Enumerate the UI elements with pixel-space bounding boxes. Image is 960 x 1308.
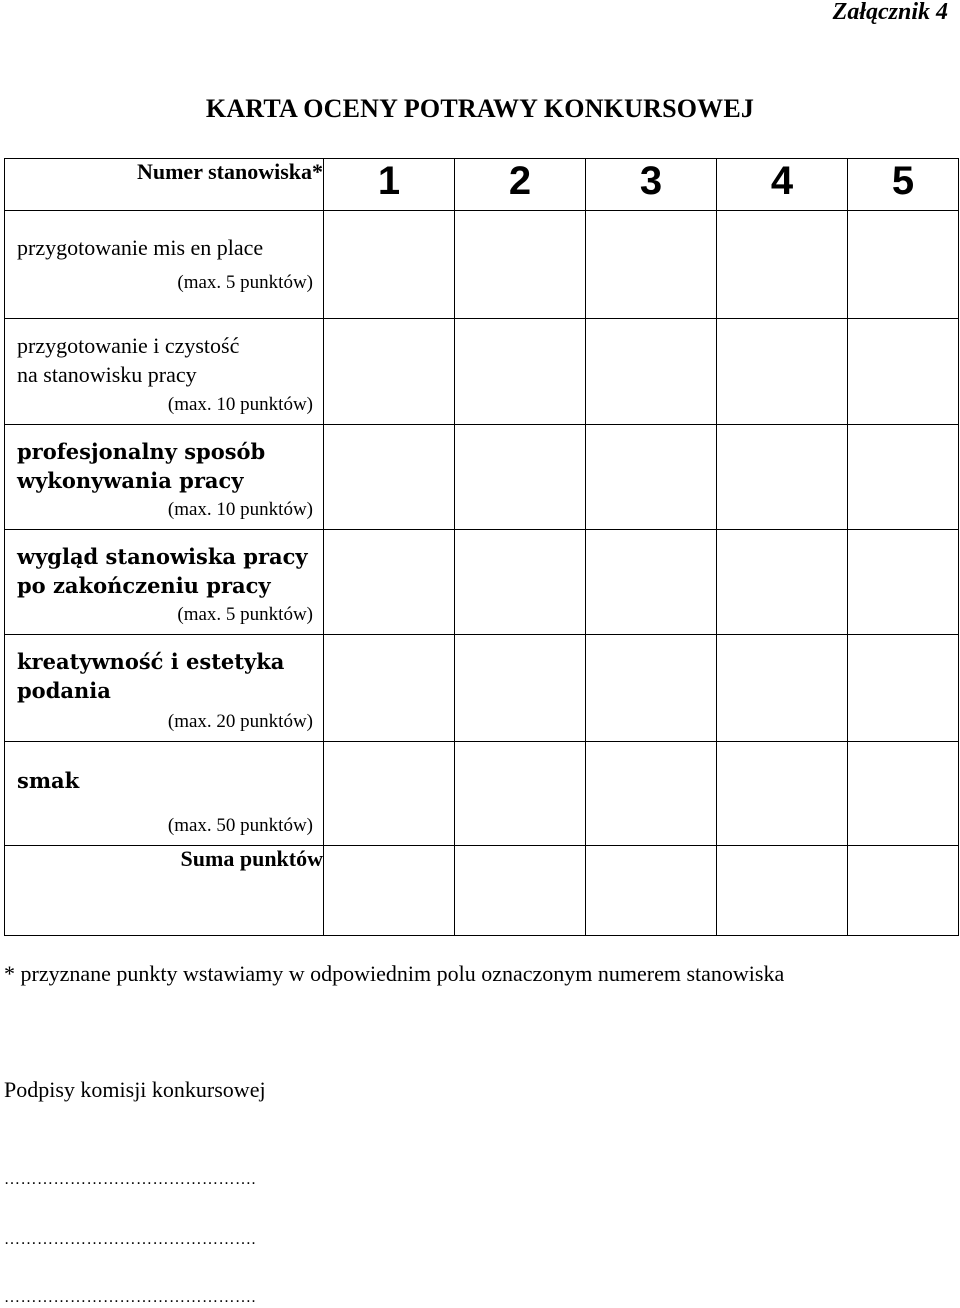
sum-label: Suma punktów bbox=[5, 846, 324, 936]
score-cell[interactable] bbox=[848, 425, 959, 530]
station-number-1: 1 bbox=[324, 159, 455, 211]
signature-line[interactable]: ………………………………………. bbox=[4, 1289, 256, 1306]
criterion-cell bbox=[5, 635, 324, 742]
score-cell[interactable] bbox=[324, 530, 455, 635]
station-number-5: 5 bbox=[848, 159, 959, 211]
criterion-title: smak bbox=[17, 768, 80, 793]
score-cell[interactable] bbox=[455, 742, 586, 846]
criterion-cell bbox=[5, 530, 324, 635]
criterion-row bbox=[5, 425, 959, 530]
sum-cell[interactable] bbox=[848, 846, 959, 936]
criterion-cell bbox=[5, 211, 324, 319]
criterion-title: profesjonalny sposób bbox=[17, 439, 266, 464]
signature-line[interactable]: ………………………………………. bbox=[4, 1171, 256, 1188]
footnote: * przyznane punkty wstawiamy w odpowiednim polu oznaczonym numerem stanowiska bbox=[4, 961, 785, 986]
score-cell[interactable] bbox=[717, 742, 848, 846]
criterion-max-points: (max. 5 punktów) bbox=[177, 604, 313, 625]
sum-cell[interactable] bbox=[586, 846, 717, 936]
criterion-max-points: (max. 10 punktów) bbox=[167, 499, 313, 520]
criterion-row bbox=[5, 742, 959, 846]
station-number-label: Numer stanowiska* bbox=[5, 159, 324, 211]
score-cell[interactable] bbox=[586, 635, 717, 742]
score-cell[interactable] bbox=[586, 319, 717, 425]
score-cell[interactable] bbox=[848, 319, 959, 425]
criterion-max-points: (max. 20 punktów) bbox=[167, 711, 313, 732]
station-number-3: 3 bbox=[586, 159, 717, 211]
score-cell[interactable] bbox=[848, 742, 959, 846]
criterion-row bbox=[5, 530, 959, 635]
criterion-cell bbox=[5, 319, 324, 425]
score-cell[interactable] bbox=[455, 211, 586, 319]
score-cell[interactable] bbox=[324, 319, 455, 425]
score-cell[interactable] bbox=[324, 635, 455, 742]
score-cell[interactable] bbox=[586, 211, 717, 319]
score-cell[interactable] bbox=[717, 425, 848, 530]
criterion-title: przygotowanie i czystość bbox=[17, 333, 240, 358]
criterion-title-line2: na stanowisku pracy bbox=[17, 362, 197, 387]
score-cell[interactable] bbox=[717, 530, 848, 635]
score-cell[interactable] bbox=[586, 530, 717, 635]
sum-row bbox=[5, 846, 959, 936]
page-title: KARTA OCENY POTRAWY KONKURSOWEJ bbox=[205, 94, 755, 123]
score-cell[interactable] bbox=[848, 635, 959, 742]
criterion-title-line2: wykonywania pracy bbox=[17, 468, 244, 493]
score-cell[interactable] bbox=[455, 635, 586, 742]
score-cell[interactable] bbox=[848, 211, 959, 319]
criterion-title: wygląd stanowiska pracy bbox=[17, 544, 308, 569]
score-cell[interactable] bbox=[848, 530, 959, 635]
score-cell[interactable] bbox=[717, 635, 848, 742]
score-cell[interactable] bbox=[717, 319, 848, 425]
score-cell[interactable] bbox=[455, 425, 586, 530]
station-number-2: 2 bbox=[455, 159, 586, 211]
score-cell[interactable] bbox=[586, 742, 717, 846]
criterion-max-points: (max. 50 punktów) bbox=[167, 815, 313, 836]
signature-line[interactable]: ………………………………………. bbox=[4, 1231, 256, 1248]
sum-cell[interactable] bbox=[717, 846, 848, 936]
criterion-max-points: (max. 10 punktów) bbox=[167, 394, 313, 415]
evaluation-table bbox=[4, 158, 959, 936]
criterion-cell bbox=[5, 742, 324, 846]
criterion-cell bbox=[5, 425, 324, 530]
station-number-4: 4 bbox=[717, 159, 848, 211]
score-cell[interactable] bbox=[455, 530, 586, 635]
score-cell[interactable] bbox=[717, 211, 848, 319]
attachment-label: Załącznik 4 bbox=[832, 0, 948, 25]
criterion-title: kreatywność i estetyka bbox=[17, 649, 285, 674]
criterion-title: przygotowanie mis en place bbox=[17, 235, 264, 260]
criterion-title-line2: podania bbox=[17, 678, 111, 703]
criterion-max-points: (max. 5 punktów) bbox=[177, 272, 313, 293]
criterion-row bbox=[5, 635, 959, 742]
sum-cell[interactable] bbox=[324, 846, 455, 936]
score-cell[interactable] bbox=[324, 742, 455, 846]
station-header-row bbox=[5, 159, 959, 211]
score-cell[interactable] bbox=[324, 425, 455, 530]
score-cell[interactable] bbox=[324, 211, 455, 319]
score-cell[interactable] bbox=[586, 425, 717, 530]
sum-cell[interactable] bbox=[455, 846, 586, 936]
criterion-row bbox=[5, 211, 959, 319]
signatures-title: Podpisy komisji konkursowej bbox=[4, 1077, 266, 1102]
criterion-title-line2: po zakończeniu pracy bbox=[17, 573, 271, 598]
criterion-row bbox=[5, 319, 959, 425]
score-cell[interactable] bbox=[455, 319, 586, 425]
